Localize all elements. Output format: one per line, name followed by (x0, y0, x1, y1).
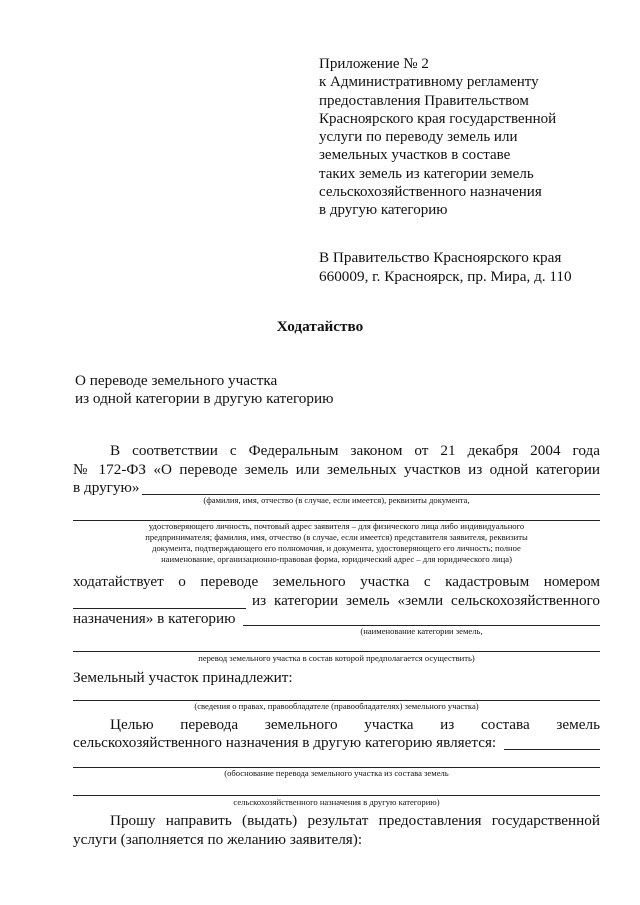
petition-line-1: ходатайствует о переводе земельного участка с кадастровым номером (73, 573, 600, 590)
hint-purpose: (обоснование перевода земельного участка из состава земель (224, 768, 449, 778)
category-fill-line-2[interactable] (73, 651, 600, 652)
hint-applicant: (фамилия, имя, отчество (в случае, если имеется), реквизиты документа, (203, 495, 470, 505)
appendix-line: услуги по переводу земель или (319, 129, 518, 146)
appendix-line: к Административному регламенту (319, 74, 539, 91)
request-line-1: Прошу направить (выдать) результат предоставления государственной (110, 812, 600, 829)
appendix-line: таких земель из категории земель (319, 165, 534, 182)
appendix-line: предоставления Правительством (319, 92, 529, 109)
hint-owner: (сведения о правах, правообладателе (правообладателях) земельного участка) (194, 701, 479, 711)
hint-category: перевод земельного участка в состав которой предполагается осуществить) (198, 653, 475, 663)
purpose-line-1: Целью перевода земельного участка из состава земель (110, 716, 600, 733)
cadastral-number-fill-line[interactable] (73, 608, 246, 609)
intro-line-2: № 172-ФЗ «О переводе земель или земельных участков из одной категории (73, 461, 600, 478)
intro-line-1: В соответствии с Федеральным законом от 21 декабря 2004 года (110, 442, 600, 459)
appendix-line: Приложение № 2 (319, 56, 429, 72)
document-title: Ходатайство (276, 318, 364, 335)
purpose-fill-line-3[interactable] (73, 795, 600, 796)
hint-applicant: предпринимателя; фамилия, имя, отчество (в случае, если имеется) представителя заявителя, реквизиты (145, 532, 528, 542)
hint-applicant: документа, подтверждающего его полномочия, и документа, удостоверяющего его личность; полное (152, 543, 521, 553)
appendix-line: в другую категорию (319, 202, 448, 219)
appendix-block (319, 55, 556, 220)
subject-line-2: из одной категории в другую категорию (75, 390, 334, 407)
hint-purpose: сельскохозяйственного назначения в другую категорию) (233, 797, 440, 807)
hint-applicant: наименование, организационно-правовая форма, юридический адрес – для юридического лица) (161, 554, 512, 564)
purpose-fill-line[interactable] (504, 749, 600, 750)
request-line-2: услуги (заполняется по желанию заявителя): (73, 831, 363, 848)
appendix-line: Красноярского края государственной (319, 110, 557, 127)
petition-line-3: назначения» в категорию (73, 610, 236, 627)
purpose-line-2: сельскохозяйственного назначения в другую категорию является: (73, 734, 497, 751)
addressee-address: 660009, г. Красноярск, пр. Мира, д. 110 (319, 268, 572, 285)
addressee-name: В Правительство Красноярского края (319, 249, 562, 266)
intro-line-3: в другую» (73, 479, 140, 496)
hint-category: (наименование категории земель, (360, 626, 483, 636)
owner-label: Земельный участок принадлежит: (73, 669, 293, 686)
petition-line-2: из категории земель «земли сельскохозяйственного (252, 592, 600, 609)
appendix-line: сельскохозяйственного назначения (319, 184, 542, 201)
appendix-line: земельных участков в составе (319, 147, 511, 164)
hint-applicant: удостоверяющего личность, почтовый адрес заявителя – для физического лица либо индивидуального (148, 521, 525, 531)
subject-line-1: О переводе земельного участка (75, 372, 278, 389)
